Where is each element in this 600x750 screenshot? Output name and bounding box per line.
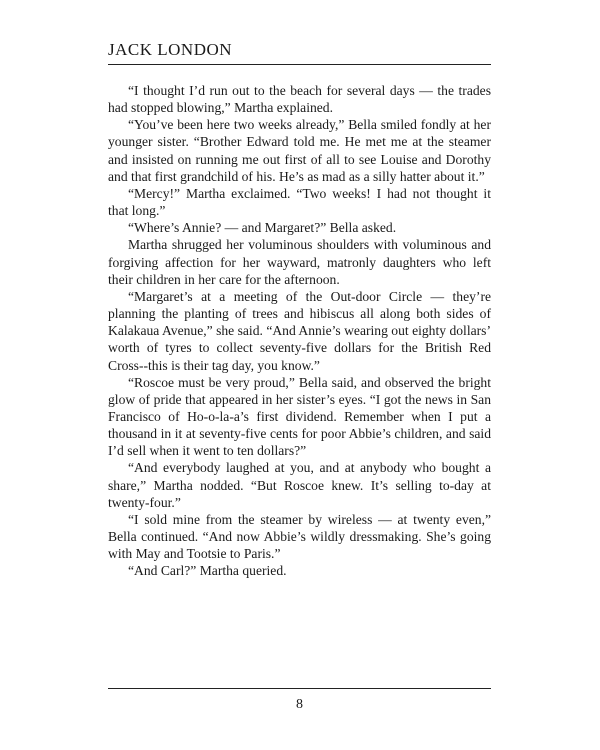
paragraph: “I sold mine from the steamer by wireless — at twenty even,” Bella continued. “And now Abbie’s wildly dressmaking. She’s going with May and Tootsie to Paris.” [108,511,491,562]
paragraph: “Mercy!” Martha exclaimed. “Two weeks! I had not thought it that long.” [108,185,491,219]
footer-rule [108,688,491,689]
paragraph: Martha shrugged her voluminous shoulders with voluminous and forgiving affection for her wayward, matronly daughters who left their children in her care for the afternoon. [108,237,491,287]
paragraph: “Where’s Annie? — and Margaret?” Bella asked. [128,220,397,236]
paragraph: “You’ve been here two weeks already,” Bella smiled fondly at her younger sister. “Brother Edward told me. He met me at the steamer and insisted on running me out first of all to see Louise and Dorothy and that first grandchild of his. He’s as mad as a silly hatter about it.” [108,117,491,184]
paragraph: “Margaret’s at a meeting of the Out-door Circle — they’re planning the planting of trees and hibiscus all along both sides of Kalakaua Avenue,” she said. “And Annie’s wearing out eighty dollars’ worth of tyres to collect seventy-five dollars for the British Red Cross--this is their tag day, you know.” [108,288,491,373]
running-head: JACK LONDON [108,40,233,59]
paragraph: “I thought I’d run out to the beach for several days — the trades had stopped blowing,” Martha explained. [108,83,491,116]
page-number: 8 [296,697,303,712]
body-text [108,82,491,580]
paragraph: “Roscoe must be very proud,” Bella said, and observed the bright glow of pride that appeared in her sister’s eyes. “I got the news in San Francisco of Ho-o-la-a’s first dividend. Remember when I put a thousand in it at seventy-five cents for poor Abbie’s children, and said I’d sell when it went to ten dollars?” [108,374,491,459]
paragraph: “And Carl?” Martha queried. [128,563,287,579]
header-rule [108,64,491,65]
paragraph: “And everybody laughed at you, and at anybody who bought a share,” Martha nodded. “But Roscoe knew. It’s selling to-day at twenty-four.” [108,460,491,510]
